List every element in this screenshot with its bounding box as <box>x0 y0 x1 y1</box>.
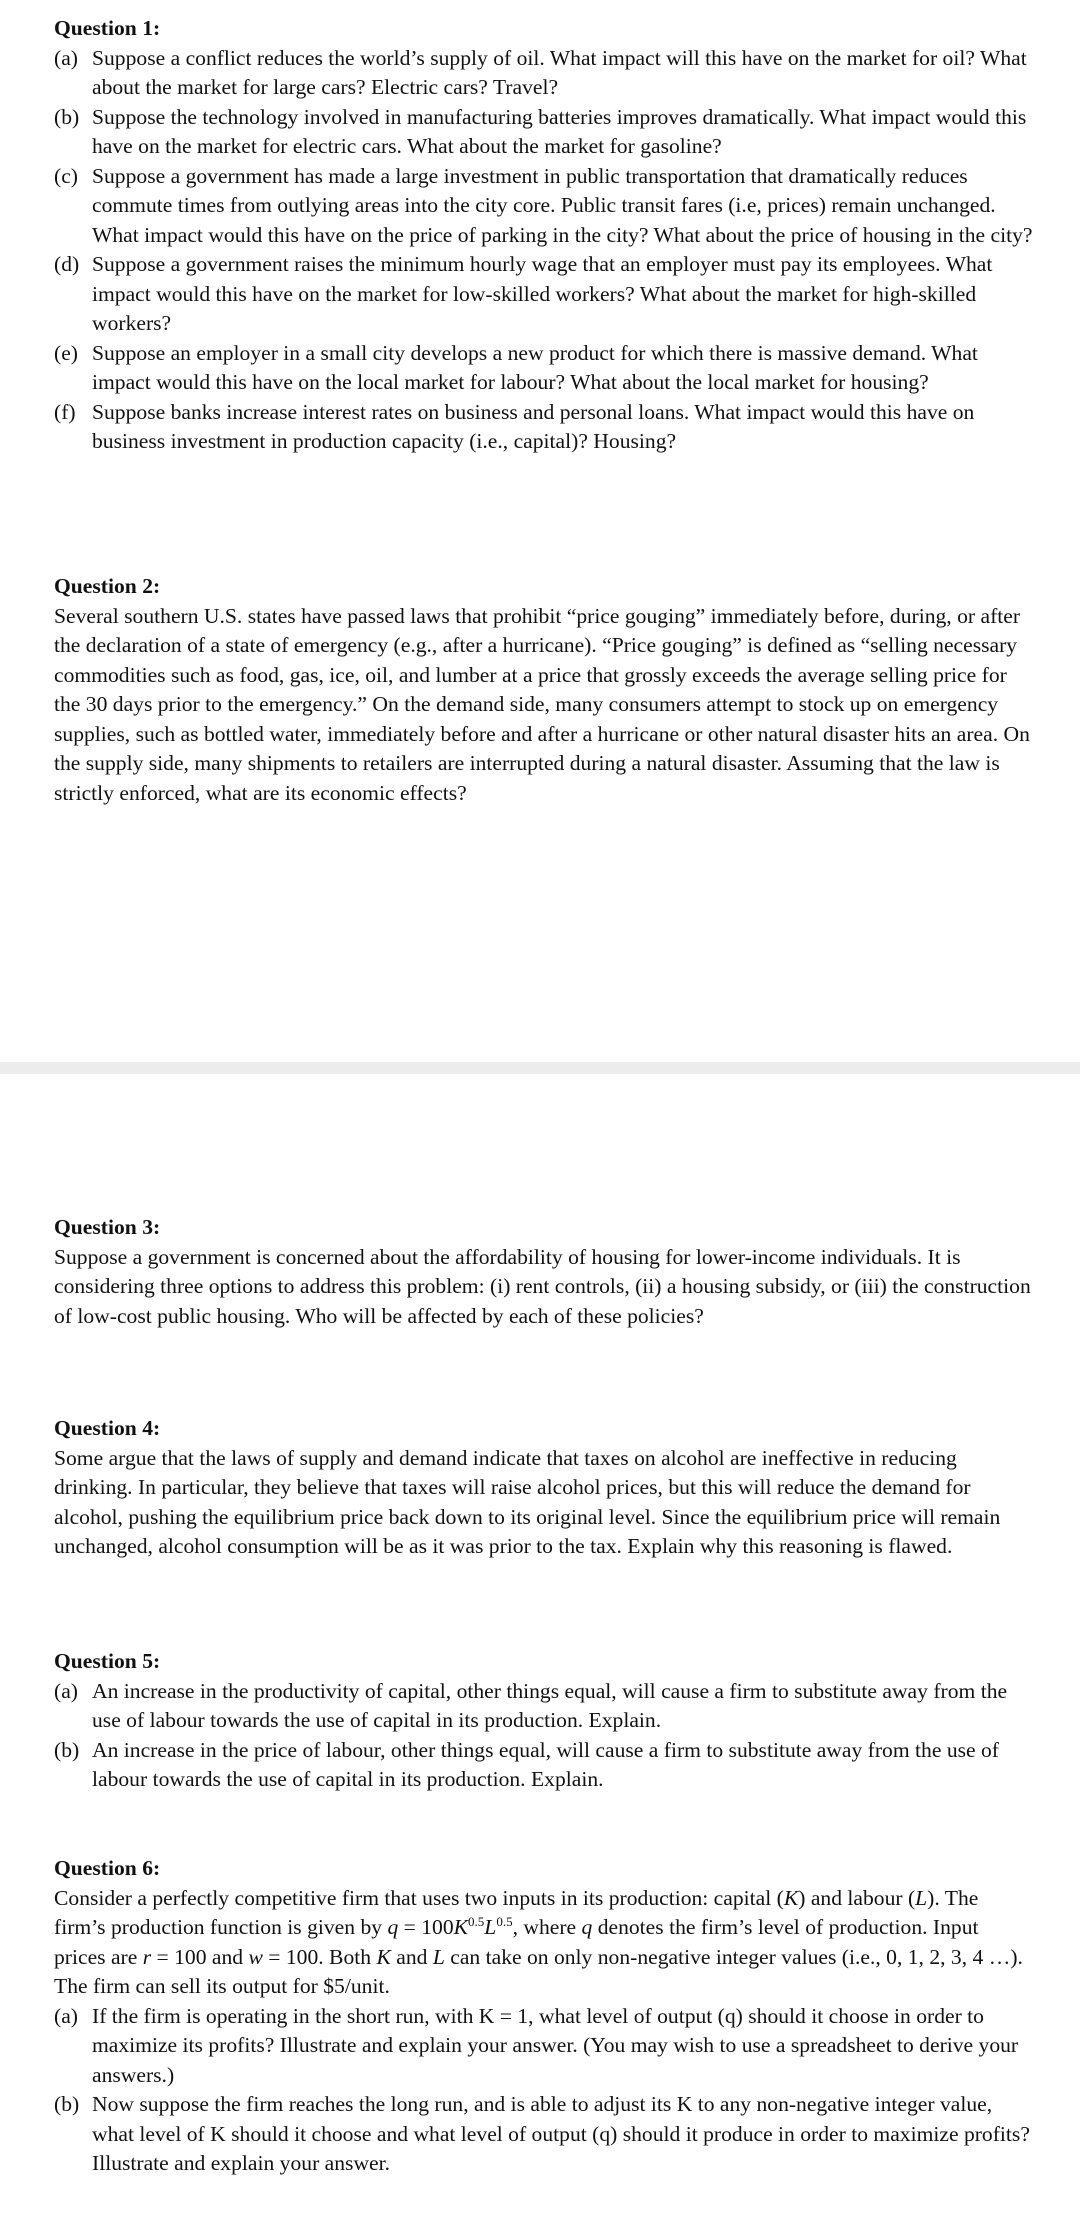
question-parts <box>54 2002 1034 2179</box>
document-page-2 <box>0 1074 1080 2239</box>
question-part <box>54 44 1034 103</box>
question-body: Suppose a government is concerned about the affordability of housing for lower-income individuals. It is considering three options to address this problem: (i) rent controls, (ii) a housing subsidy, or (iii) the construction of low-cost public housing. Who will be affected by each of these policies? <box>54 1244 1031 1328</box>
part-label: (d) <box>54 252 80 276</box>
question-body: Several southern U.S. states have passed laws that prohibit “price gouging” immediately before, during, or after the declaration of a state of emergency (e.g., after a hurricane). “Price gouging” is defined as “selling necessary commodities such as food, gas, ice, oil, and lumber at a price that grossly exceeds the average selling price for the 30 days prior to the emergency.” On the demand side, many consumers attempt to stock up on emergency supplies, such as bottled water, immediately before and after a hurricane or other natural disaster hits an area. On the supply side, many shipments to retailers are interrupted during a natural disaster. Assuming that the law is strictly enforced, what are its economic effects? <box>54 603 1030 805</box>
part-text: Suppose banks increase interest rates on business and personal loans. What impact would this have on business investment in production capacity (i.e., capital)? Housing? <box>92 399 975 453</box>
question-part <box>54 250 1034 339</box>
question-parts <box>54 44 1034 457</box>
question-part <box>54 103 1034 162</box>
part-text: Suppose the technology involved in manufacturing batteries improves dramatically. What impact would this have on the market for electric cars. What about the market for gasoline? <box>92 104 1027 158</box>
question-title: Question 3: <box>54 1215 161 1239</box>
question-part <box>54 1677 1034 1736</box>
part-text: Suppose a government raises the minimum hourly wage that an employer must pay its employees. What impact would this have on the market for low-skilled workers? What about the market for high-skilled workers? <box>92 252 993 335</box>
question-2 <box>54 572 1034 808</box>
part-label: (b) <box>54 1737 80 1762</box>
part-label: (a) <box>54 2003 78 2028</box>
question-1 <box>54 14 1034 457</box>
question-6 <box>54 1854 1034 2179</box>
question-5 <box>54 1647 1034 1795</box>
question-title: Question 5: <box>54 1649 161 1673</box>
part-text: An increase in the price of labour, other things equal, will cause a firm to substitute away from the use of labour towards the use of capital in its production. Explain. <box>92 1737 1000 1791</box>
part-label: (e) <box>54 340 78 365</box>
part-label: (f) <box>54 399 76 424</box>
part-label: (b) <box>54 104 80 129</box>
question-4 <box>54 1414 1034 1562</box>
question-title: Question 2: <box>54 574 161 598</box>
question-part <box>54 2002 1034 2091</box>
question-part <box>54 339 1034 398</box>
question-title: Question 4: <box>54 1416 161 1440</box>
part-label: (a) <box>54 1678 78 1703</box>
part-label: (b) <box>54 2092 80 2116</box>
question-part <box>54 1736 1034 1795</box>
part-text: Suppose a conflict reduces the world’s supply of oil. What impact will this have on the market for oil? What about the market for large cars? Electric cars? Travel? <box>92 45 1027 99</box>
page-separator <box>0 1062 1080 1074</box>
part-text: Suppose an employer in a small city develops a new product for which there is massive demand. What impact would this have on the local market for labour? What about the local market for housing? <box>92 340 978 394</box>
part-label: (c) <box>54 163 78 188</box>
part-label: (a) <box>54 45 78 70</box>
part-text: An increase in the productivity of capital, other things equal, will cause a firm to substitute away from the use of labour towards the use of capital in its production. Explain. <box>92 1678 1008 1732</box>
question-intro: Consider a perfectly competitive firm that uses two inputs in its production: capital (K) and labour (L). The firm’s production function is given by $q = 100K^{0.5}L^{0.5}$, where q denotes the firm’s level of production. Input prices are r = 100 and w = 100. Both K and L can take on only non-negative integer values (i.e., 0, 1, 2, 3, 4 …). The firm can sell its output for $5/unit. <box>54 1885 1023 1998</box>
question-3 <box>54 1213 1034 1331</box>
question-part <box>54 398 1034 457</box>
question-part <box>54 162 1034 251</box>
question-title: Question 1: <box>54 16 161 40</box>
question-body: Some argue that the laws of supply and demand indicate that taxes on alcohol are ineffective in reducing drinking. In particular, they believe that taxes will raise alcohol prices, but this will reduce the demand for alcohol, pushing the equilibrium price back down to its original level. Since the equilibrium price will remain unchanged, alcohol consumption will be as it was prior to the tax. Explain why this reasoning is flawed. <box>54 1445 1001 1558</box>
question-parts <box>54 1677 1034 1795</box>
document-page-1 <box>0 0 1080 1062</box>
question-title: Question 6: <box>54 1856 161 1880</box>
question-part <box>54 2090 1034 2179</box>
part-text: Now suppose the firm reaches the long run, and is able to adjust its K to any non-negative integer value, what level of K should it choose and what level of output (q) should it produce in order to maximize profits? Illustrate and explain your answer. <box>92 2092 1030 2175</box>
part-text: If the firm is operating in the short run, with K = 1, what level of output (q) should it choose in order to maximize its profits? Illustrate and explain your answer. (You may wish to use a spreadsheet to derive your answers.) <box>92 2003 1019 2087</box>
part-text: Suppose a government has made a large investment in public transportation that dramatically reduces commute times from outlying areas into the city core. Public transit fares (i.e, prices) remain unchanged. What impact would this have on the price of parking in the city? What about the price of housing in the city? <box>92 163 1033 247</box>
